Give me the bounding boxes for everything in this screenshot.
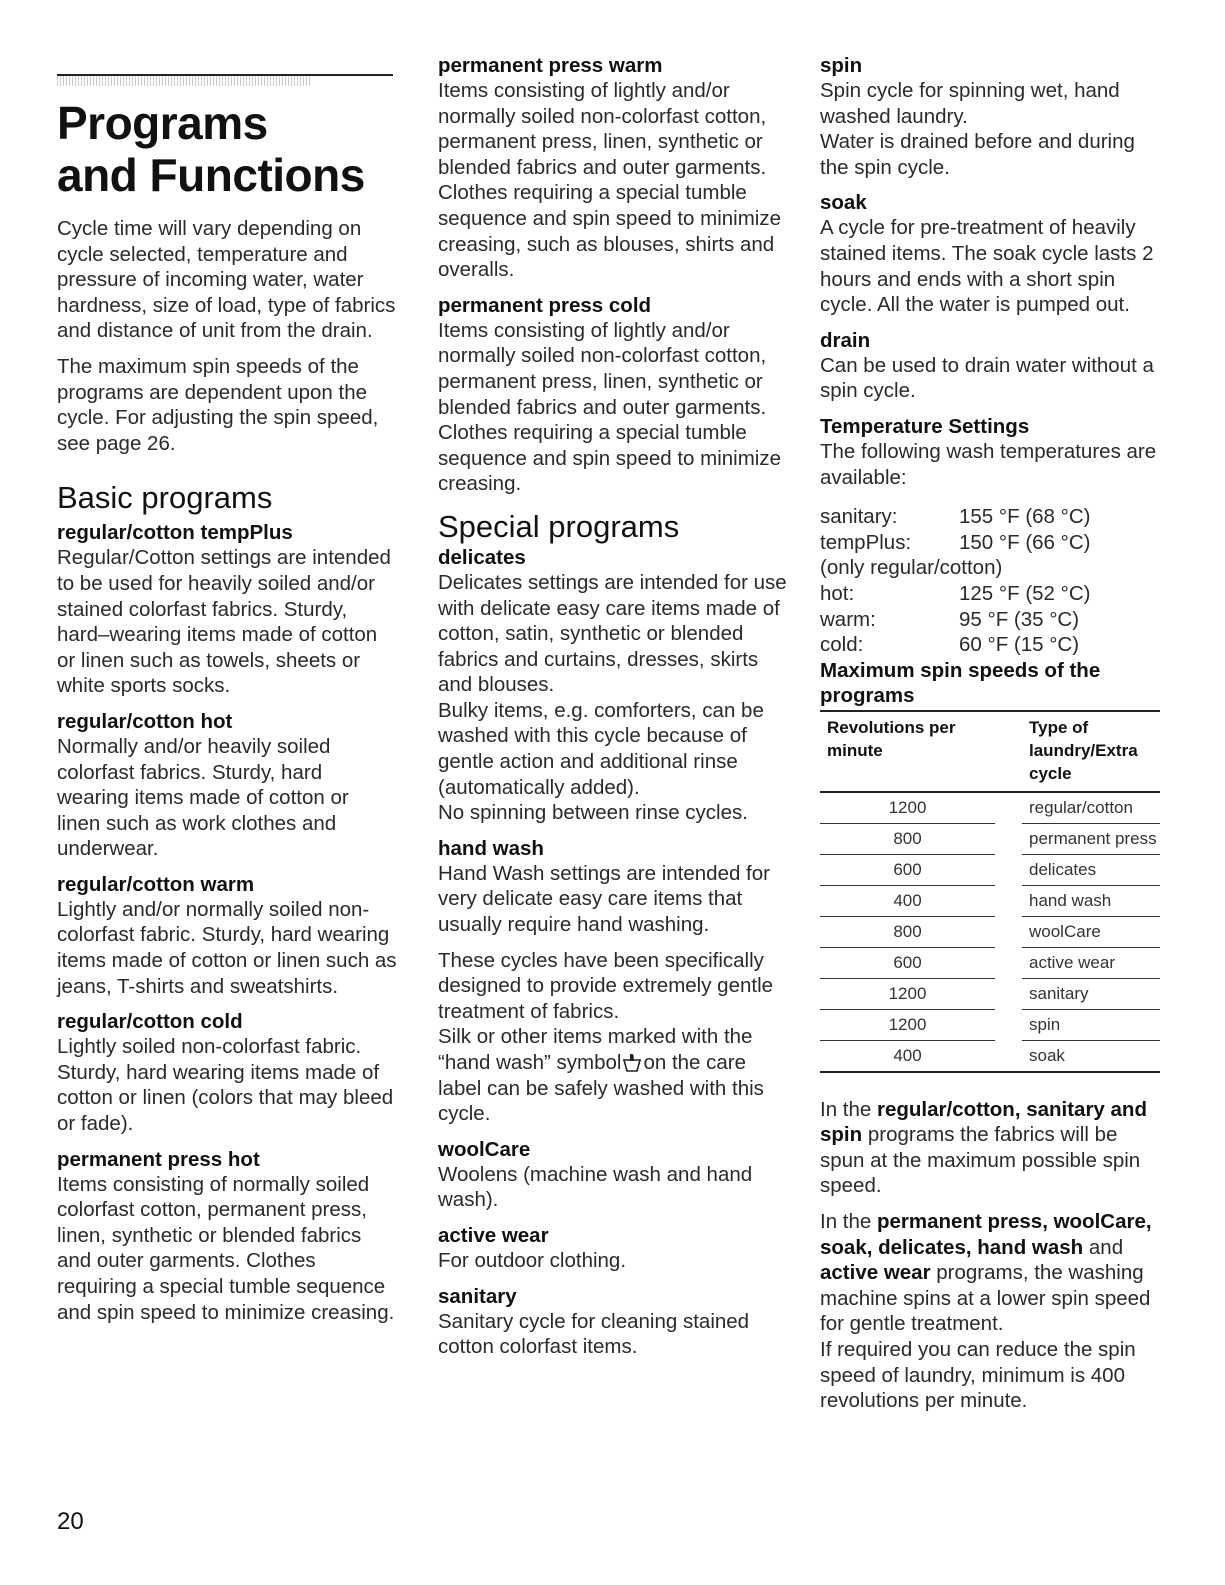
- page-number: 20: [57, 1508, 84, 1535]
- temperature-note: (only regular/cotton): [820, 556, 1003, 580]
- rpm-cell: 600: [820, 854, 995, 885]
- temperature-label: hot:: [820, 581, 855, 605]
- table-row: [820, 1009, 1160, 1040]
- program-entry-drain: [820, 328, 1165, 404]
- program-text: Woolens (machine wash and hand wash).: [438, 1162, 753, 1212]
- program-text: Spin cycle for spinning wet, hand washed laundry.: [820, 79, 1120, 128]
- program-entry-active-wear: [438, 1223, 788, 1274]
- note-text: In the: [820, 1097, 872, 1121]
- spin-note-2: [820, 1209, 1165, 1337]
- program-title: permanent press warm: [438, 54, 663, 77]
- program-text: Bulky items, e.g. comforters, can be washed with this cycle because of gentle action and additional rinse (automatically added).: [438, 698, 764, 799]
- temperature-label: tempPlus:: [820, 530, 912, 554]
- program-title: hand wash: [438, 836, 544, 860]
- table-gap: [995, 823, 1022, 854]
- program-text: Delicates settings are intended for use with delicate easy care items made of cotton, satin, synthetic or blended fabrics and curtains, dresses, skirts and blouses.: [438, 570, 787, 697]
- intro-paragraph-1: Cycle time will vary depending on cycle selected, temperature and pressure of incoming water, water hardness, size of load, type of fabrics and distance of unit from the drain.: [57, 217, 396, 343]
- spin-note-3: If required you can reduce the spin speed of laundry, minimum is 400 revolutions per minute.: [820, 1338, 1136, 1413]
- rpm-cell: 400: [820, 885, 995, 916]
- laundry-type-cell: delicates: [1022, 854, 1160, 885]
- table-gap: [995, 885, 1022, 916]
- temperature-row: [820, 504, 1090, 530]
- page-title-line2: and Functions: [57, 149, 365, 201]
- table-gap: [995, 1009, 1022, 1040]
- program-title: soak: [820, 191, 867, 215]
- special-programs-heading: Special programs: [438, 508, 680, 544]
- column-3: [820, 53, 1165, 1414]
- rpm-cell: 1200: [820, 978, 995, 1009]
- temperature-row: [820, 555, 1090, 581]
- spin-table-header-type: Type of laundry/Extra cycle: [1022, 712, 1160, 792]
- program-title: regular/cotton cold: [57, 1010, 243, 1034]
- program-text: Can be used to drain water without a spin cycle.: [820, 353, 1154, 403]
- table-gap: [995, 854, 1022, 885]
- laundry-type-cell: regular/cotton: [1022, 792, 1160, 824]
- note-text: programs, the washing machine spins at a lower spin speed for gentle treatment.: [820, 1261, 1151, 1336]
- program-entry: [57, 872, 397, 999]
- temperature-table: [820, 504, 1090, 658]
- table-row: [820, 978, 1160, 1009]
- program-text: A cycle for pre-treatment of heavily stained items. The soak cycle lasts 2 hours and ends with a short spin cycle. All the water is pumped out.: [820, 216, 1154, 317]
- column-1: [57, 216, 397, 1335]
- program-entry: [438, 53, 788, 283]
- spin-note-1: [820, 1097, 1165, 1199]
- intro-paragraph-2: The maximum spin speeds of the programs are dependent upon the cycle. For adjusting the spin speed, see page 26.: [57, 354, 379, 455]
- page-title: [57, 97, 365, 201]
- program-text: Hand Wash settings are intended for very delicate easy care items that usually require hand washing.: [438, 861, 770, 937]
- temperature-row: [820, 632, 1090, 658]
- program-text: Lightly soiled non-colorfast fabric. Sturdy, hard wearing items made of cotton or linen (colors that may bleed or fade).: [57, 1035, 394, 1136]
- rpm-cell: 800: [820, 823, 995, 854]
- table-gap: [995, 792, 1022, 824]
- symbol-text-before: Silk or other items marked with the “hand wash” symbol: [438, 1025, 753, 1074]
- table-row: [820, 854, 1160, 885]
- program-title: spin: [820, 54, 863, 77]
- temperature-intro: The following wash temperatures are available:: [820, 439, 1157, 489]
- laundry-type-cell: hand wash: [1022, 885, 1160, 916]
- table-row: [820, 823, 1160, 854]
- table-gap: [995, 916, 1022, 947]
- program-title: sanitary: [438, 1284, 517, 1308]
- laundry-type-cell: permanent press: [1022, 823, 1160, 854]
- program-entry-delicates: [438, 545, 788, 826]
- table-gap: [995, 978, 1022, 1009]
- program-text: These cycles have been specifically designed to provide extremely gentle treatment of fabrics.: [438, 948, 774, 1023]
- program-entry-woolcare: [438, 1137, 788, 1213]
- table-gap: [995, 947, 1022, 978]
- program-title: delicates: [438, 545, 526, 569]
- program-entry-spin: [820, 53, 1165, 180]
- program-entry: [438, 293, 788, 497]
- laundry-type-cell: sanitary: [1022, 978, 1160, 1009]
- rpm-cell: 800: [820, 916, 995, 947]
- table-row: [820, 792, 1160, 824]
- temperature-value: 95 °F (35 °C): [959, 607, 1080, 631]
- program-text: Sanitary cycle for cleaning stained cotton colorfast items.: [438, 1309, 750, 1359]
- program-text: Items consisting of normally soiled colorfast cotton, permanent press, linen, synthetic or blended fabrics and outer garments. Clothes requiring a special tumble sequence and spin speed to minimize creasing.: [57, 1172, 395, 1324]
- hand-wash-icon: [623, 1052, 641, 1072]
- table-row: [820, 947, 1160, 978]
- laundry-type-cell: active wear: [1022, 947, 1160, 978]
- temperature-row: [820, 581, 1090, 607]
- program-title: permanent press hot: [57, 1147, 260, 1171]
- program-text: Water is drained before and during the spin cycle.: [820, 130, 1135, 179]
- rpm-cell: 400: [820, 1040, 995, 1072]
- program-title: regular/cotton warm: [57, 872, 255, 896]
- laundry-type-cell: soak: [1022, 1040, 1160, 1072]
- note-text: and: [1088, 1235, 1124, 1259]
- program-entry: [57, 520, 397, 699]
- program-title: woolCare: [438, 1137, 531, 1161]
- table-row: [820, 916, 1160, 947]
- table-gap: [995, 1040, 1022, 1072]
- laundry-type-cell: spin: [1022, 1009, 1160, 1040]
- temperature-label: sanitary:: [820, 505, 898, 529]
- rpm-cell: 1200: [820, 792, 995, 824]
- program-entry: [57, 1147, 397, 1326]
- note-bold: permanent press, woolCare, soak, delicates, hand wash: [820, 1210, 1152, 1259]
- note-bold: regular/cotton, sanitary and spin: [820, 1097, 1147, 1147]
- table-row: [820, 1040, 1160, 1072]
- program-text: For outdoor clothing.: [438, 1248, 627, 1272]
- program-text: Items consisting of lightly and/or normally soiled non-colorfast cotton, permanent press, linen, synthetic or blended fabrics and outer garments. Clothes requiring a special tumble sequence and spin speed to minimize creasing, such as blouses, shirts and overalls.: [438, 79, 782, 282]
- spin-table-header-row: [820, 712, 1160, 792]
- spin-speeds-heading: Maximum spin speeds of the programs: [820, 658, 1101, 707]
- column-2: [438, 53, 788, 1370]
- basic-programs-heading: Basic programs: [57, 480, 273, 516]
- program-entry: [57, 709, 397, 862]
- program-text: Items consisting of lightly and/or normally soiled non-colorfast cotton, permanent press, linen, synthetic or blended fabrics and outer garments. Clothes requiring a special tumble sequence and spin speed to minimize creasing.: [438, 318, 782, 496]
- temperature-value: 60 °F (15 °C): [959, 633, 1080, 657]
- temperature-label: cold:: [820, 633, 864, 657]
- program-entry-hand-wash: [438, 836, 788, 1127]
- program-text: Normally and/or heavily soiled colorfast fabrics. Sturdy, hard wearing items made of cotton or linen such as work clothes and underwear.: [57, 734, 349, 861]
- temperature-settings: [820, 414, 1165, 490]
- program-text: Regular/Cotton settings are intended to be used for heavily soiled and/or stained colorfast fabrics. Sturdy, hard–wearing items made of cotton or linen such as towels, sheets or white sports socks.: [57, 546, 391, 698]
- program-title: active wear: [438, 1223, 549, 1247]
- laundry-type-cell: woolCare: [1022, 916, 1160, 947]
- program-title: permanent press cold: [438, 293, 652, 317]
- program-title: drain: [820, 328, 871, 352]
- temperature-row: [820, 607, 1090, 633]
- temperature-label: warm:: [820, 607, 876, 631]
- program-title: regular/cotton hot: [57, 709, 233, 733]
- note-bold: active wear: [820, 1261, 931, 1285]
- temperature-value: 155 °F (68 °C): [959, 505, 1091, 529]
- program-entry-sanitary: [438, 1284, 788, 1360]
- rpm-cell: 600: [820, 947, 995, 978]
- program-title: regular/cotton tempPlus: [57, 521, 293, 545]
- temperature-heading: Temperature Settings: [820, 414, 1030, 438]
- spin-table-header-gap: [995, 712, 1022, 792]
- temperature-row: [820, 530, 1090, 556]
- program-text: No spinning between rinse cycles.: [438, 801, 748, 825]
- note-text: In the: [820, 1210, 872, 1234]
- program-text: Lightly and/or normally soiled non-colorfast fabric. Sturdy, hard wearing items made of cotton or linen such as jeans, T-shirts and sweatshirts.: [57, 897, 397, 998]
- symbol-text-after: on the care label can be safely washed with this cycle.: [438, 1051, 764, 1126]
- page-title-line1: Programs: [57, 97, 268, 149]
- title-hatch-bar: [57, 76, 312, 86]
- program-entry-soak: [820, 190, 1165, 317]
- rpm-cell: 1200: [820, 1009, 995, 1040]
- spin-table-header-rpm: Revolutions per minute: [820, 712, 995, 792]
- temperature-value: 125 °F (52 °C): [959, 581, 1091, 605]
- table-row: [820, 885, 1160, 916]
- spin-speed-table: [820, 712, 1160, 1073]
- temperature-value: 150 °F (66 °C): [959, 530, 1091, 554]
- program-entry: [57, 1009, 397, 1136]
- note-text: programs the fabrics will be spun at the maximum possible spin speed.: [820, 1123, 1141, 1198]
- program-text-with-symbol: [438, 1024, 788, 1126]
